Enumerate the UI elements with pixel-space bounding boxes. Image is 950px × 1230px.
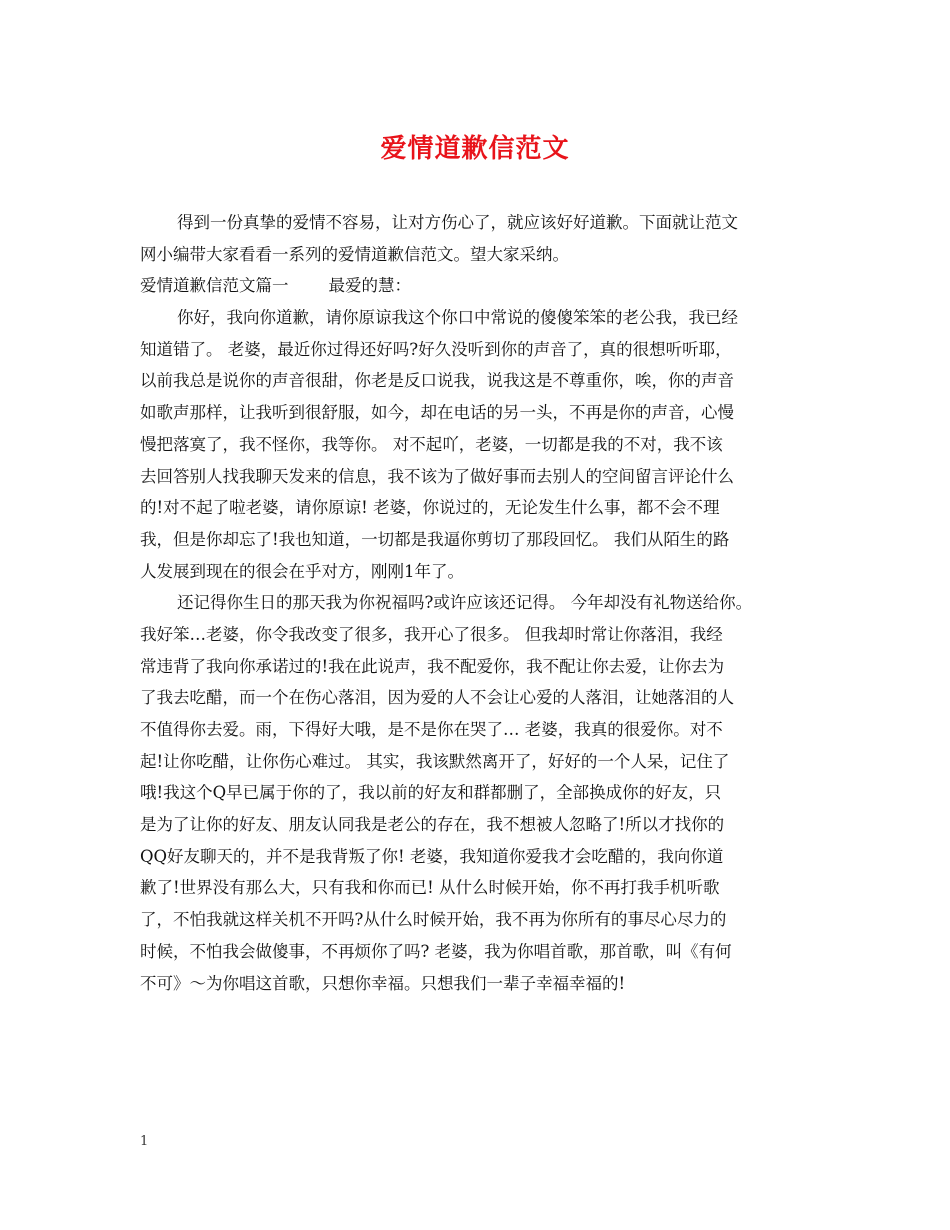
- paragraph-line: 不值得你去爱。雨，下得好大哦，是不是你在哭了… 老婆，我真的很爱你。对不: [140, 720, 723, 739]
- paragraph-line: 常违背了我向你承诺过的!我在此说声，我不配爱你，我不配让你去爱，让你去为: [140, 656, 725, 676]
- page-number: 1: [140, 1134, 149, 1149]
- paragraph-line: 慢把落寞了，我不怪你，我等你。 对不起吖，老婆，一切都是我的不对，我不该: [140, 434, 723, 454]
- paragraph-line: 去回答别人找我聊天发来的信息，我不该为了做好事而去别人的空间留言评论什么: [140, 466, 734, 486]
- paragraph-line: 知道错了。 老婆，最近你过得还好吗?好久没听到你的声音了，真的很想听听耶，: [140, 339, 732, 359]
- section-heading-title: 爱情道歉信范文篇一: [140, 276, 289, 296]
- paragraph-line: 时候，不怕我会做傻事，不再烦你了吗? 老婆，我为你唱首歌，那首歌，叫《有何: [140, 941, 732, 961]
- intro-line: 得到一份真挚的爱情不容易，让对方伤心了，就应该好好道歉。下面就让范文: [177, 213, 738, 232]
- section-heading: [140, 270, 820, 302]
- document-body: [140, 207, 820, 999]
- intro-line: 网小编带大家看看一系列的爱情道歉信范文。望大家采纳。: [140, 244, 569, 264]
- paragraph-line: 如歌声那样，让我听到很舒服，如今，却在电话的另一头，不再是你的声音，心慢: [140, 403, 734, 423]
- paragraph-line: 人发展到现在的很会在乎对方，刚刚1年了。: [140, 561, 464, 581]
- paragraph-line: 了我去吃醋，而一个在伤心落泪，因为爱的人不会让心爱的人落泪，让她落泪的人: [140, 688, 734, 708]
- paragraph-line: 了，不怕我就这样关机不开吗?从什么时候开始，我不再为你所有的事尽心尽力的: [140, 910, 727, 930]
- paragraph-line: 还记得你生日的那天我为你祝福吗?或许应该还记得。 今年却没有礼物送给你。: [177, 593, 753, 613]
- paragraph-line: 是为了让你的好友、朋友认同我是老公的存在，我不想被人忽略了!所以才找你的: [140, 815, 725, 835]
- paragraph-line: 起!让你吃醋，让你伤心难过。 其实，我该默然离开了，好好的一个人呆，记住了: [140, 751, 730, 771]
- paragraph-line: 你好，我向你道歉，请你原谅我这个你口中常说的傻傻笨笨的老公我，我已经: [177, 308, 738, 328]
- paragraph-line: 哦!我这个Q早已属于你的了，我以前的好友和群都删了，全部换成你的好友，只: [140, 783, 722, 803]
- paragraph-line: 我好笨…老婆，你令我改变了很多，我开心了很多。 但我却时常让你落泪，我经: [140, 624, 723, 644]
- paragraph-line: 我，但是你却忘了!我也知道，一切都是我逼你剪切了那段回忆。 我们从陌生的路: [140, 529, 730, 549]
- paragraph-line: 以前我总是说你的声音很甜，你老是反口说我，说我这是不尊重你，唉，你的声音: [140, 371, 734, 391]
- paragraph-line: 不可》～为你唱这首歌，只想你幸福。只想我们一辈子幸福幸福的!: [140, 973, 626, 993]
- document-title: 爱情道歉信范文: [380, 134, 570, 164]
- salutation: 最爱的慧：: [328, 276, 411, 296]
- paragraph-line: 的!对不起了啦老婆，请你原谅! 老婆，你说过的，无论发生什么事，都不会不理: [140, 498, 720, 518]
- paragraph-line: QQ好友聊天的，并不是我背叛了你! 老婆，我知道你爱我才会吃醋的，我向你道: [140, 846, 724, 866]
- paragraph-line: 歉了!世界没有那么大，只有我和你而已! 从什么时候开始，你不再打我手机听歌: [140, 878, 720, 898]
